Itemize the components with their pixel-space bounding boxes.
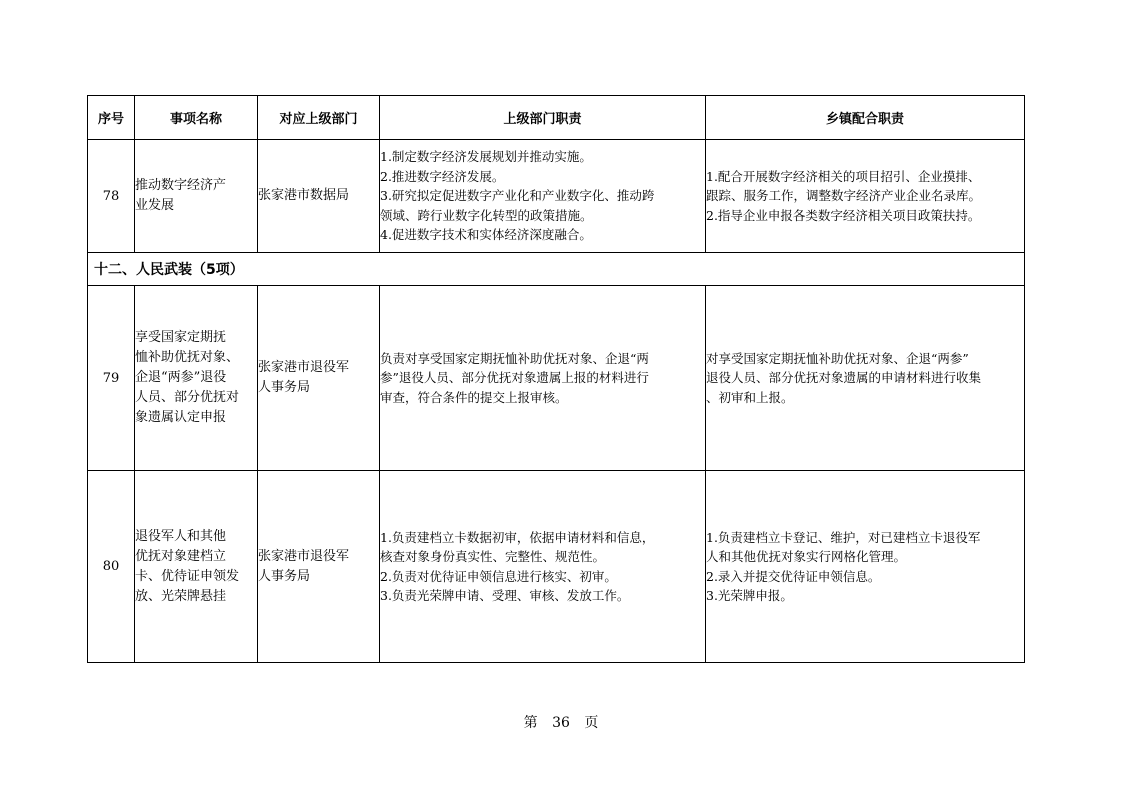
dept-line: 人事务局 bbox=[258, 568, 311, 584]
dept-cell bbox=[258, 286, 380, 471]
town-duty-line: 2.指导企业申报各类数字经济相关项目政策扶持。 bbox=[706, 207, 981, 223]
upper-duty-line: 2.推进数字经济发展。 bbox=[380, 168, 505, 184]
item-name-line: 放、光荣牌悬挂 bbox=[135, 588, 227, 604]
upper-duty-cell bbox=[380, 471, 706, 663]
row-number: 78 bbox=[88, 140, 135, 253]
item-name-line: 象遗属认定申报 bbox=[135, 410, 227, 425]
dept-cell bbox=[258, 140, 380, 253]
page-prefix: 第 bbox=[523, 715, 538, 731]
town-duty-cell bbox=[706, 286, 1025, 471]
upper-duty-line: 2.负责对优待证申领信息进行核实、初审。 bbox=[380, 568, 617, 584]
item-name-line: 享受国家定期抚 bbox=[135, 330, 227, 345]
table-header-row bbox=[88, 96, 1025, 140]
item-name-line: 恤补助优抚对象、 bbox=[135, 350, 240, 365]
town-duty-line: 人和其他优抚对象实行网格化管理。 bbox=[706, 549, 907, 564]
upper-duty-line: 参”退役人员、部分优抚对象遗属上报的材料进行 bbox=[380, 370, 649, 386]
upper-duty-cell bbox=[380, 286, 706, 471]
item-name-line: 业发展 bbox=[135, 198, 175, 213]
item-name-cell bbox=[135, 286, 258, 471]
town-duty-line: 退役人员、部分优抚对象遗属的申请材料进行收集 bbox=[706, 370, 982, 386]
item-name-line: 卡、优待证申领发 bbox=[135, 568, 240, 584]
town-duty-line: 1.配合开展数字经济相关的项目招引、企业摸排、 bbox=[706, 168, 981, 184]
town-duty-line: 2.录入并提交优待证申领信息。 bbox=[706, 568, 881, 584]
header-upper-dept: 对应上级部门 bbox=[258, 96, 380, 140]
page-number: 36 bbox=[552, 715, 570, 731]
upper-duty-cell bbox=[380, 140, 706, 253]
table-row bbox=[88, 140, 1025, 253]
section-row bbox=[88, 253, 1025, 286]
town-duty-line: 1.负责建档立卡登记、维护，对已建档立卡退役军 bbox=[706, 529, 981, 545]
item-name-cell bbox=[135, 471, 258, 663]
page-footer bbox=[0, 712, 1122, 732]
row-number: 80 bbox=[88, 471, 135, 663]
item-name-line: 人员、部分优抚对 bbox=[135, 390, 240, 405]
upper-duty-line: 3.负责光荣牌申请、受理、审核、发放工作。 bbox=[380, 588, 630, 603]
town-duty-line: 3.光荣牌申报。 bbox=[706, 588, 793, 603]
town-duty-line: 跟踪、服务工作，调整数字经济产业企业名录库。 bbox=[706, 188, 982, 204]
upper-duty-line: 领域、跨行业数字化转型的政策措施。 bbox=[380, 207, 593, 223]
header-item-name: 事项名称 bbox=[135, 96, 258, 140]
upper-duty-line: 3.研究拟定促进数字产业化和产业数字化、推动跨 bbox=[380, 188, 655, 204]
item-name-line: 优抚对象建档立 bbox=[135, 548, 227, 564]
item-name-line: 企退“两参”退役 bbox=[135, 370, 227, 385]
dept-line: 张家港市数据局 bbox=[258, 188, 350, 203]
item-name-line: 退役军人和其他 bbox=[135, 528, 227, 544]
dept-line: 张家港市退役军 bbox=[258, 360, 350, 375]
dept-line: 张家港市退役军 bbox=[258, 548, 350, 564]
row-number: 79 bbox=[88, 286, 135, 471]
upper-duty-line: 核查对象身份真实性、完整性、规范性。 bbox=[380, 549, 606, 564]
upper-duty-line: 1.负责建档立卡数据初审，依据申请材料和信息， bbox=[380, 529, 655, 545]
header-seq: 序号 bbox=[88, 96, 135, 140]
header-town-duty: 乡镇配合职责 bbox=[706, 96, 1025, 140]
header-upper-duty: 上级部门职责 bbox=[380, 96, 706, 140]
item-name-line: 推动数字经济产 bbox=[135, 178, 227, 193]
section-title: 十二、人民武装（5项） bbox=[88, 253, 1025, 286]
upper-duty-line: 负责对享受国家定期抚恤补助优抚对象、企退“两 bbox=[380, 350, 649, 366]
upper-duty-line: 审查，符合条件的提交上报审核。 bbox=[380, 389, 568, 405]
table-row bbox=[88, 471, 1025, 663]
table-row bbox=[88, 286, 1025, 471]
item-name-cell bbox=[135, 140, 258, 253]
page-suffix: 页 bbox=[584, 715, 599, 731]
town-duty-line: 、初审和上报。 bbox=[706, 389, 794, 405]
town-duty-cell bbox=[706, 140, 1025, 253]
town-duty-line: 对享受国家定期抚恤补助优抚对象、企退“两参” bbox=[706, 350, 969, 366]
upper-duty-line: 1.制定数字经济发展规划并推动实施。 bbox=[380, 149, 592, 165]
dept-cell bbox=[258, 471, 380, 663]
responsibility-table bbox=[87, 95, 1025, 663]
town-duty-cell bbox=[706, 471, 1025, 663]
upper-duty-line: 4.促进数字技术和实体经济深度融合。 bbox=[380, 227, 592, 243]
dept-line: 人事务局 bbox=[258, 380, 311, 395]
